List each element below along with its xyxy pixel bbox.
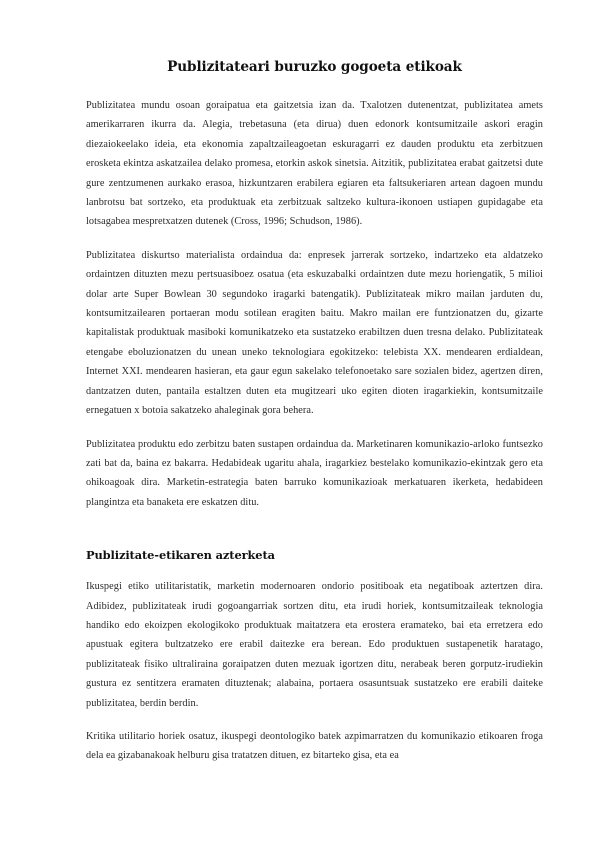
intro-paragraph-3: Publizitatea produktu edo zerbitzu baten sustapen ordaindua da. Marketinaren komunikazio-arloko funtsezko zati bat da, baina ez bakarra. Hedabideak ugaritu ahala, iragarkiez bestelako komunikazio-ekintzak gero eta ohikoagoak dira. Marketin-estrategia baten barruko komunikazioak merkatuaren ikerketa, hedabideen plangintza eta banaketa ere eskatzen ditu.: [86, 438, 543, 508]
section-paragraph-2: Kritika utilitario horiek osatuz, ikuspegi deontologiko batek azpimarratzen du komunikazio etikoaren froga dela ea gizabanakoak helburu gisa tratatzen dituen, ez bitarteko gisa, eta ea: [86, 730, 543, 762]
section-heading: Publizitate-etikaren azterketa: [86, 548, 275, 563]
document-title: Publizitateari buruzko gogoeta etikoak: [167, 59, 462, 75]
intro-paragraph-1: Publizitatea mundu osoan goraipatua eta gaitzetsia izan da. Txalotzen dutenentzat, publizitatea amets amerikarraren ikurra da. Alegia, trebetasuna (eta dirua) duen edonork kontsumitzaile askori eragin diezaiokeelako ideia, eta ekonomia zapaltzaileagoetan eskuragarri ez dauden produktu eta zerbitzuen erosketa ekintza askatzailea delako promesa, etorkin askok sinetsia. Aitzitik, publizitatea erabat gaitzetsi dute gure zentzumenen aurkako erasoa, hizkuntzaren erabilera egiaren eta faltsukeriaren artean dagoen mundu lanbrotsu bat sortzeko, eta produktuak eta zerbitzuak saltzeko kultura-ikonoen ustiapen gupidagabe eta lotsagabea mespretxatzen dutenek (Cross, 1996; Schudson, 1986).: [86, 100, 543, 228]
section-paragraph-1: Ikuspegi etiko utilitaristatik, marketin modernoaren ondorio positiboak eta negatiboak aztertzen dira. Adibidez, publizitateak irudi gogoangarriak sortzen ditu, eta irudi horiek, kontsumitzaileak teknologia handiko edo ekoizpen ekologikoko produktuak maitatzera eta erostera eramateko, bai eta erretzera edo apustuak egitera bultzatzeko ere erabil daitezke era berean. Edo produktuen sustapenetik haratago, publizitateak fisiko ultraliraina goraipatzen duten mezuak igortzen ditu, nerabeak beren gorputz-irudiekin gustura ez sentitzera eramaten dituztenak; alabaina, portaera osasuntsuak sustatzeko ere erabili daiteke publizitatea, berdin berdin.: [86, 581, 543, 709]
intro-paragraph-2: Publizitatea diskurtso materialista ordaindua da: enpresek jarrerak sortzeko, indartzeko eta aldatzeko ordaintzen dituzten mezu pertsuasiboez osatua (eta eskuzabalki ordaintzen dute mezu horiengatik, 5 milioi dolar arte Super Bowlean 30 segundoko iragarki batengatik). Publizitateak mikro mailan jarduten du, kontsumitzailearen portaeran modu sotilean eragiten baitu. Makro mailan ere funtzionatzen du, gizarte kapitalistak produktuak masiboki komunikatzeko eta sustatzeko erabiltzen duen tresna delako. Publizitateak etengabe eboluzionatzen du unean uneko teknologiara egokitzeko: telebista XX. mendearen erdialdean, Internet XXI. mendearen hasieran, eta gaur egun sakelako telefonoetako sare sozialen bidez, agertzen diren, dantzatzen duten, pantaila estaltzen duten eta mugitzeari uko egiten dioten iragarkiekin, kontsumitzaile ernegatuen x botoia sakatzeko ahaleginak gora behera.: [86, 249, 543, 417]
